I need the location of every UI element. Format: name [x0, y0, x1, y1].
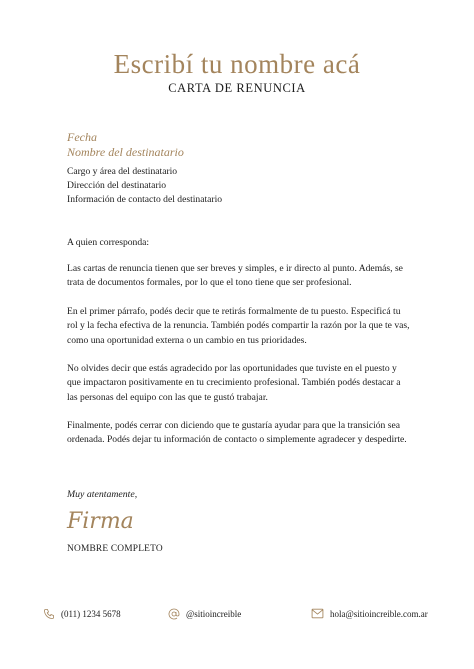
document-type: CARTA DE RENUNCIA	[168, 81, 306, 95]
email-address: hola@sitioincreible.com.ar	[330, 608, 428, 619]
recipient-line: Información de contacto del destinatario	[67, 194, 223, 205]
full-name: NOMBRE COMPLETO	[67, 544, 163, 554]
footer-phone	[43, 608, 121, 620]
recipient-name: Nombre del destinatario	[67, 145, 184, 159]
phone-icon	[43, 608, 55, 620]
date-label: Fecha	[67, 130, 97, 144]
signature: Firma	[67, 509, 134, 534]
footer-email	[311, 608, 428, 619]
recipient-line: Dirección del destinatario	[67, 180, 167, 191]
closing-salutation: Muy atentamente,	[67, 489, 138, 500]
recipient-block	[67, 130, 412, 207]
recipient-line: Cargo y área del destinatario	[67, 166, 178, 177]
at-icon	[168, 608, 180, 620]
body-paragraph: En el primer párrafo, podés decir que te retirás formalmente de tu puesto. Especificá tu rol y la fecha efectiva de la renuncia. También podés compartir la razón por la que te vas, como una oportunidad externa o un cambio en tus prioridades.	[67, 306, 410, 346]
greeting: A quien corresponda:	[67, 237, 150, 248]
phone-number: (011) 1234 5678	[61, 609, 121, 619]
body-paragraph: No olvides decir que estás agradecido por las oportunidades que tuviste en el puesto y que impactaron positivamente en tu crecimiento profesional. También podés destacar a las personas del equipo con las que te gustó trabajar.	[67, 363, 401, 403]
sender-name: Escribí tu nombre acá	[113, 49, 361, 79]
mail-icon	[311, 608, 324, 619]
body-paragraph: Finalmente, podés cerrar con diciendo que te gustaría ayudar para que la transición sea ordenada. Podés dejar tu información de contacto o simplemente agradecer y despedirte.	[67, 420, 407, 446]
social-handle: @sitioincreible	[186, 609, 242, 619]
footer-handle	[168, 608, 241, 620]
body-paragraph: Las cartas de renuncia tienen que ser breves y simples, e ir directo al punto. Además, se trata de documentos formales, por lo que el tono tiene que ser profesional.	[67, 263, 403, 289]
